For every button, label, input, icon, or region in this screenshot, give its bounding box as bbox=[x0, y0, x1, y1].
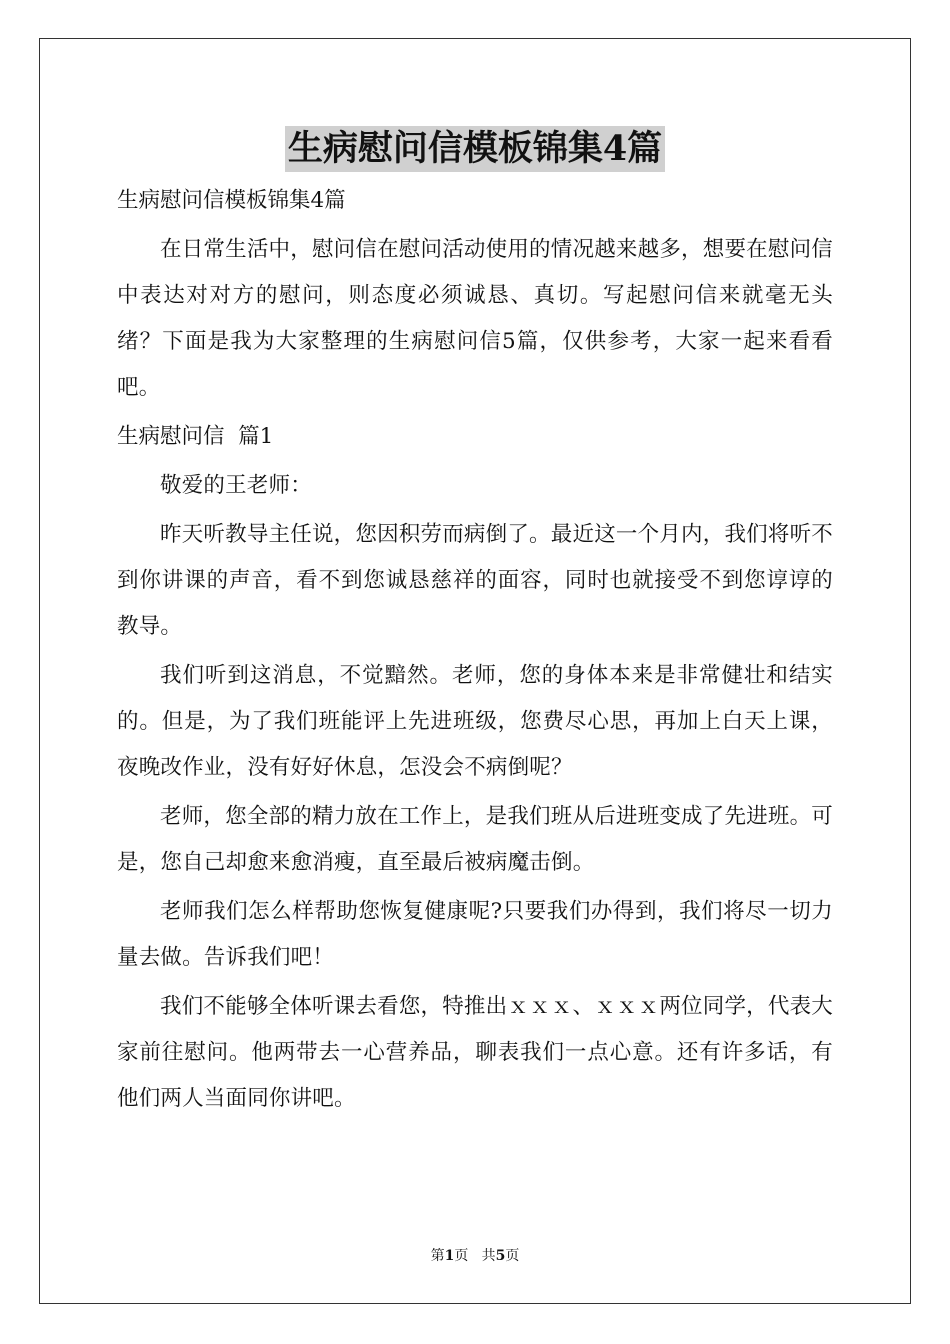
body-paragraph: 昨天听教导主任说，您因积劳而病倒了。最近这一个月内，我们将听不到你讲课的声音，看不到您诚恳慈祥的面容，同时也就接受不到您谆谆的教导。 bbox=[117, 522, 833, 639]
salutation: 敬爱的王老师： bbox=[160, 473, 312, 498]
title-container bbox=[0, 126, 950, 172]
section-heading: 生病慰问信 篇1 bbox=[117, 424, 274, 449]
body-paragraph: 我们听到这消息，不觉黯然。老师，您的身体本来是非常健壮和结实的。但是，为了我们班能评上先进班级，您费尽心思，再加上白天上课，夜晚改作业，没有好好休息，怎没会不病倒呢？ bbox=[117, 663, 833, 780]
body-paragraph: 我们不能够全体听课去看您，特推出ｘｘｘ、ｘｘｘ两位同学，代表大家前往慰问。他两带去一心营养品，聊表我们一点心意。还有许多话，有他们两人当面同你讲吧。 bbox=[117, 994, 833, 1111]
body-paragraph: 老师，您全部的精力放在工作上，是我们班从后进班变成了先进班。可是，您自己却愈来愈消瘦，直至最后被病魔击倒。 bbox=[117, 804, 833, 875]
body-paragraph: 老师我们怎么样帮助您恢复健康呢?只要我们办得到，我们将尽一切力量去做。告诉我们吧！ bbox=[117, 899, 833, 970]
page-number: 1 bbox=[444, 1248, 455, 1264]
page-suffix: 页 bbox=[454, 1248, 469, 1264]
total-prefix: 共 bbox=[481, 1248, 496, 1264]
page-footer bbox=[0, 1246, 950, 1266]
document-title: 生病慰问信模板锦集4篇 bbox=[285, 126, 665, 172]
total-pages: 5 bbox=[495, 1248, 506, 1264]
document-body bbox=[117, 178, 833, 1122]
intro-paragraph: 在日常生活中，慰问信在慰问活动使用的情况越来越多，想要在慰问信中表达对对方的慰问，则态度必须诚恳、真切。写起慰问信来就毫无头绪？下面是我为大家整理的生病慰问信5篇，仅供参考，大家一起来看看吧。 bbox=[117, 237, 833, 400]
page-prefix: 第 bbox=[430, 1248, 445, 1264]
total-suffix: 页 bbox=[505, 1248, 520, 1264]
intro-line: 生病慰问信模板锦集4篇 bbox=[117, 188, 346, 213]
